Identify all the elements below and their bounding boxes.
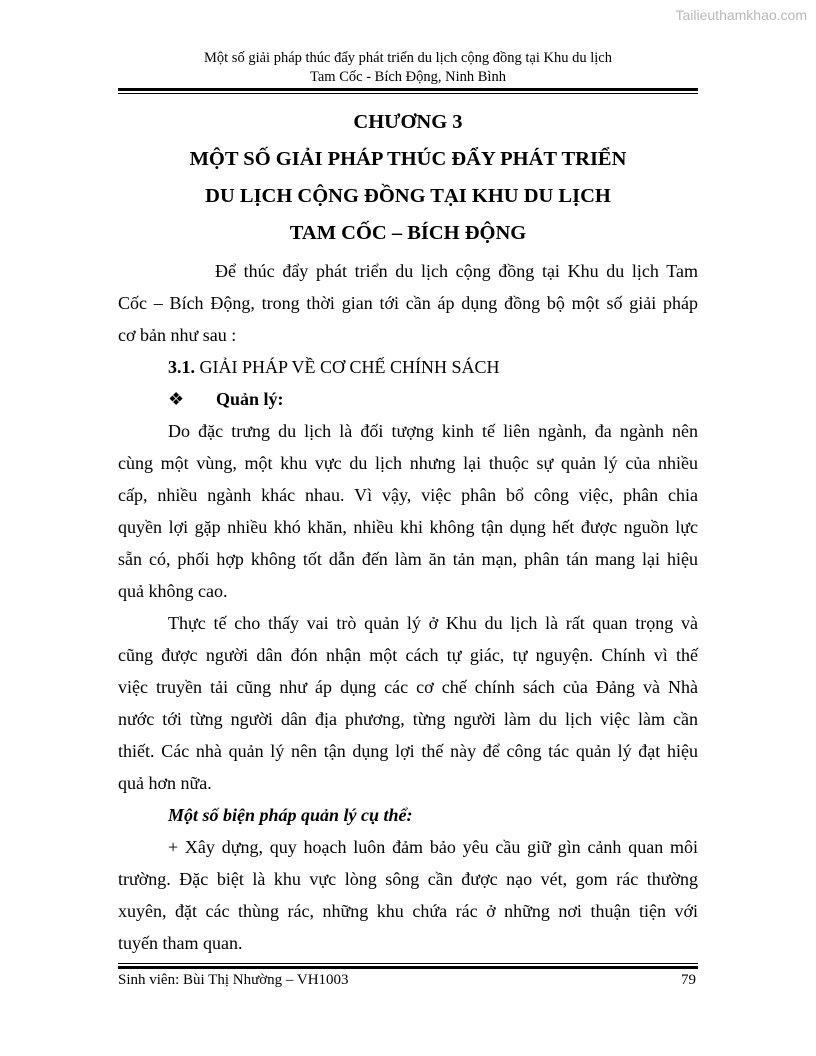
chapter-title-line-2: DU LỊCH CỘNG ĐỒNG TẠI KHU DU LỊCH — [205, 185, 611, 207]
paragraph-line: cùng một vùng, một khu vực du lịch nhưng lại thuộc sự quản lý của nhiều — [118, 453, 698, 473]
paragraph-line: nước tới từng người dân địa phương, từng người làm du lịch việc làm cần — [118, 709, 698, 729]
running-header — [118, 49, 698, 87]
intro-line: Cốc – Bích Động, trong thời gian tới cần áp dụng đồng bộ một số giải pháp — [118, 293, 698, 313]
paragraph-line: xuyên, đặt các thùng rác, những khu chứa rác ở những nơi thuận tiện với — [118, 901, 698, 921]
diamond-bullet-icon: ❖ — [168, 389, 185, 409]
paragraph-line: cấp, nhiều ngành khác nhau. Vì vậy, việc phân bổ công việc, phân chia — [118, 485, 698, 505]
paragraph-line: + Xây dựng, quy hoạch luôn đảm bảo yêu cầu giữ gìn cảnh quan môi — [168, 837, 698, 857]
header-line-2: Tam Cốc - Bích Động, Ninh Bình — [310, 69, 506, 85]
paragraph-line: quả không cao. — [118, 581, 228, 601]
measures-heading: Một số biện pháp quản lý cụ thể: — [168, 805, 413, 825]
chapter-number: CHƯƠNG 3 — [353, 111, 463, 133]
footer-student: Sinh viên: Bùi Thị Nhường – VH1003 — [118, 972, 349, 988]
section-heading — [118, 351, 698, 383]
paragraph-line: cũng được người dân đón nhận một cách tự giác, tự nguyện. Chính vì thế — [118, 645, 698, 665]
footer — [118, 972, 698, 989]
paragraph-line: quả hơn nữa. — [118, 773, 212, 793]
paragraph-line: thiết. Các nhà quản lý nên tận dụng lợi thế này để công tác quản lý đạt hiệu — [118, 741, 698, 761]
chapter-title-line-3: TAM CỐC – BÍCH ĐỘNG — [289, 222, 527, 244]
footer-rule-thick — [118, 966, 698, 969]
paragraph-line: trường. Đặc biệt là khu vực lòng sông cần được nạo vét, gom rác thường — [118, 869, 698, 889]
paragraph-2 — [118, 607, 698, 799]
watermark: Tailieuthamkhao.com — [675, 7, 807, 23]
paragraph-line: Do đặc trưng du lịch là đối tượng kinh tế liên ngành, đa ngành nên — [168, 421, 698, 441]
paragraph-3 — [118, 831, 698, 959]
header-rule-thin — [118, 93, 698, 94]
paragraph-line: quyền lợi gặp nhiều khó khăn, nhiều khi không tận dụng hết được nguồn lực — [118, 517, 698, 537]
header-line-1: Một số giải pháp thúc đẩy phát triển du lịch cộng đồng tại Khu du lịch — [204, 50, 612, 66]
paragraph-line: sẵn có, phối hợp không tốt dẫn đến làm ăn tản mạn, phân tán mang lại hiệu — [118, 549, 698, 569]
intro-line: cơ bản như sau : — [118, 325, 237, 345]
bullet-heading — [118, 383, 698, 415]
bullet-label: Quản lý: — [216, 389, 284, 409]
intro-line: Để thúc đẩy phát triển du lịch cộng đồng tại Khu du lịch Tam — [215, 261, 698, 281]
paragraph-line: Thực tế cho thấy vai trò quản lý ở Khu du lịch là rất quan trọng và — [168, 613, 698, 633]
paragraph-line: việc truyền tải cũng như áp dụng các cơ chế chính sách của Đảng và Nhà — [118, 677, 698, 697]
header-rule-thick — [118, 88, 698, 91]
intro-paragraph — [118, 255, 698, 351]
page-number: 79 — [681, 972, 696, 988]
footer-rule-thin — [118, 963, 698, 964]
chapter-title-line-1: MỘT SỐ GIẢI PHÁP THÚC ĐẨY PHÁT TRIỂN — [189, 148, 627, 170]
section-number: 3.1. — [168, 357, 195, 377]
section-title: GIẢI PHÁP VỀ CƠ CHẾ CHÍNH SÁCH — [195, 357, 500, 377]
paragraph-1 — [118, 415, 698, 607]
paragraph-line: tuyến tham quan. — [118, 933, 243, 953]
